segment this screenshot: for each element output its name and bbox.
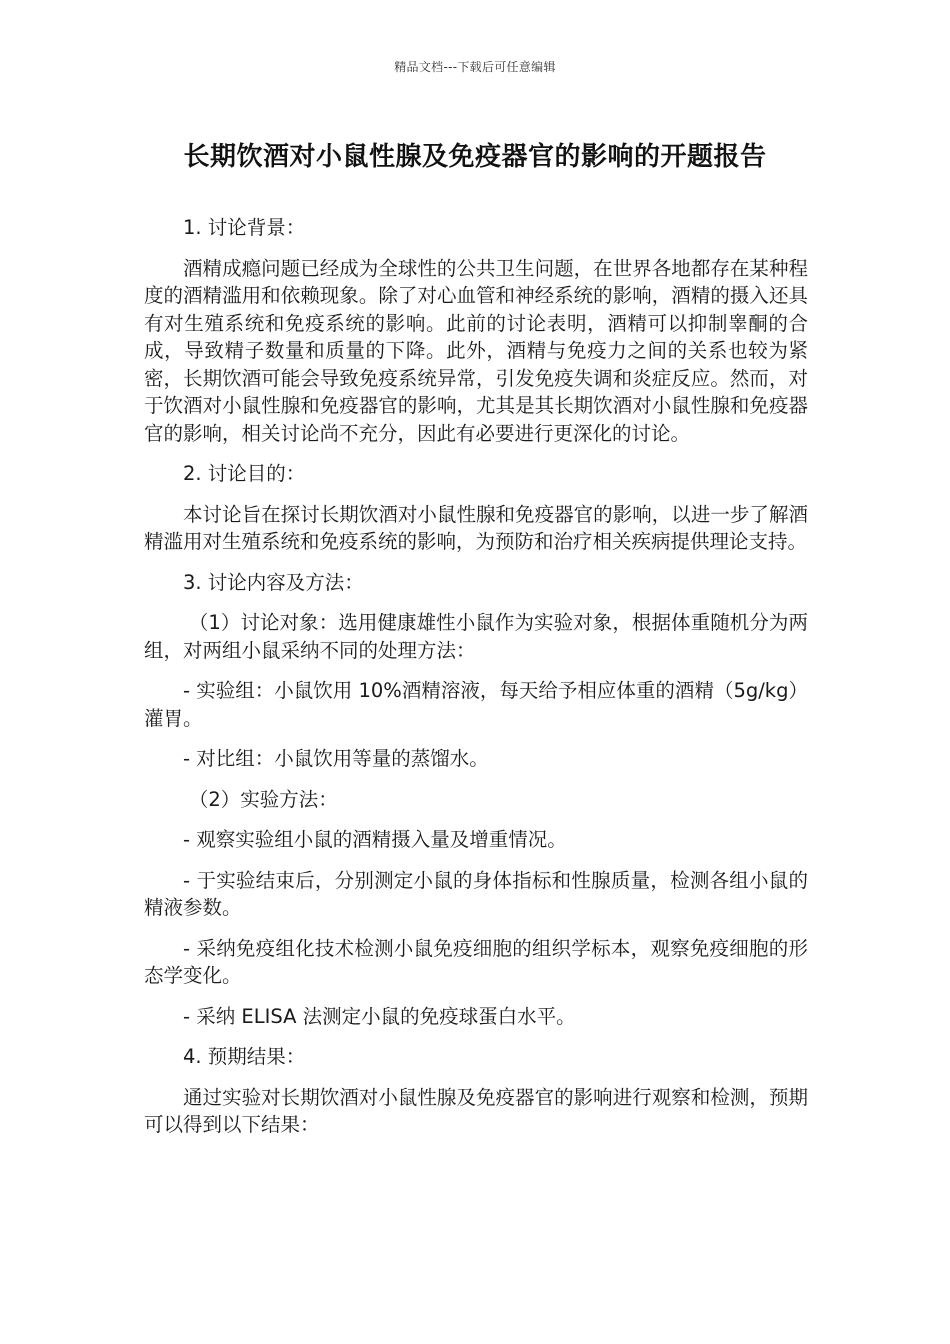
section-heading-expected-results: 4. 预期结果：: [183, 1045, 306, 1068]
paragraph-purpose: 本讨论旨在探讨长期饮酒对小鼠性腺和免疫器官的影响，以进一步了解酒精滥用对生殖系统和免疫系统的影响，为预防和治疗相关疾病提供理论支持。: [144, 502, 808, 553]
section-heading-background: 1. 讨论背景：: [183, 216, 306, 239]
list-item-method-1: - 观察实验组小鼠的酒精摄入量及增重情况。: [183, 828, 567, 851]
subsection-heading-methods: （2）实验方法：: [188, 787, 338, 811]
list-item-method-2: - 于实验结束后，分别测定小鼠的身体指标和性腺质量，检测各组小鼠的精液参数。: [144, 868, 808, 919]
document-title: 长期饮酒对小鼠性腺及免疫器官的影响的开题报告: [183, 142, 767, 172]
paragraph-expected-results: 通过实验对长期饮酒对小鼠性腺及免疫器官的影响进行观察和检测，预期可以得到以下结果：: [144, 1085, 808, 1136]
list-item-method-4: - 采纳 ELISA 法测定小鼠的免疫球蛋白水平。: [183, 1004, 576, 1028]
list-item-method-3: - 采纳免疫组化技术检测小鼠免疫细胞的组织学标本，观察免疫细胞的形态学变化。: [144, 936, 808, 987]
header-note: 精品文档---下载后可任意编辑: [394, 60, 556, 74]
section-heading-purpose: 2. 讨论目的：: [183, 462, 306, 485]
list-item-experimental-group: - 实验组：小鼠饮用 10%酒精溶液，每天给予相应体重的酒精（5g/kg）灌胃。: [144, 679, 808, 730]
paragraph-background: 酒精成瘾问题已经成为全球性的公共卫生问题，在世界各地都存在某种程度的酒精滥用和依赖现象。除了对心血管和神经系统的影响，酒精的摄入还具有对生殖系统和免疫系统的影响。此前的讨论表明，酒精可以抑制睾酮的合成，导致精子数量和质量的下降。此外，酒精与免疫力之间的关系也较为紧密，长期饮酒可能会导致免疫系统异常，引发免疫失调和炎症反应。然而，对于饮酒对小鼠性腺和免疫器官的影响，尤其是其长期饮酒对小鼠性腺和免疫器官的影响，相关讨论尚不充分，因此有必要进行更深化的讨论。: [144, 256, 808, 445]
section-heading-methods: 3. 讨论内容及方法：: [183, 570, 364, 594]
document-body: [144, 214, 808, 1152]
list-item-control-group: - 对比组：小鼠饮用等量的蒸馏水。: [183, 747, 489, 770]
paragraph-subjects: （1）讨论对象：选用健康雄性小鼠作为实验对象，根据体重随机分为两组，对两组小鼠采纳不同的处理方法：: [144, 611, 808, 662]
